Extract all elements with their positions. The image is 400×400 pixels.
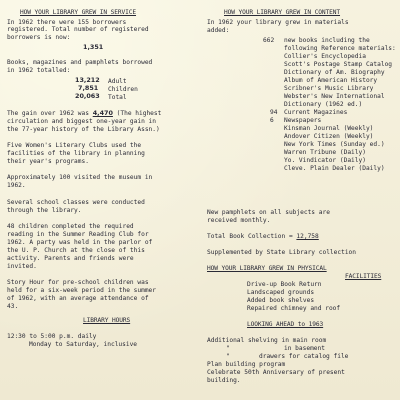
material-item: Warren Tribune (Daily) bbox=[284, 149, 366, 156]
material-item: Webster's New International bbox=[284, 93, 385, 100]
museum-line: Approximately 100 visited the museum in bbox=[7, 174, 153, 181]
material-item: following Reference materials: bbox=[284, 45, 396, 52]
story-line: of 1962, with an average attendance of bbox=[7, 295, 149, 302]
hours-heading: LIBRARY HOURS bbox=[83, 317, 131, 324]
hours-line: Monday to Saturday, inclusive bbox=[29, 341, 138, 348]
borrowed-value: 20,063 bbox=[75, 92, 100, 100]
physical-item: Added book shelves bbox=[247, 297, 315, 304]
clubs-line: Five Women's Literary Clubs used the bbox=[7, 142, 142, 149]
summer-line: activity. Parents and friends were bbox=[7, 255, 134, 262]
hours-line: 12:30 to 5:00 p.m. daily bbox=[7, 333, 97, 340]
summer-line: invited. bbox=[7, 263, 37, 270]
material-item: Dictionary (1962 ed.) bbox=[284, 101, 363, 108]
material-count: 94 bbox=[270, 109, 278, 116]
gain-line: the 77-year history of the Library Assn.) bbox=[7, 126, 160, 133]
physical-heading: FACILITIES bbox=[345, 273, 382, 280]
physical-heading: HOW YOUR LIBRARY GREW IN PHYSICAL bbox=[207, 265, 327, 272]
borrowers-line: borrowers is now: bbox=[7, 34, 71, 41]
gain-value: 4,470 bbox=[92, 109, 113, 117]
material-item: Current Magazines bbox=[284, 109, 348, 116]
material-item: Kinsman Journal (Weekly) bbox=[284, 125, 374, 132]
material-item: Album of American History bbox=[284, 77, 378, 84]
borrowed-label: Total bbox=[108, 94, 127, 101]
story-line: 43. bbox=[7, 303, 19, 310]
summer-line: the U. P. Church at the close of this bbox=[7, 247, 145, 254]
ahead-line: Celebrate 50th Anniversary of present bbox=[207, 369, 345, 376]
material-item: Cleve. Plain Dealer (Daily) bbox=[284, 165, 385, 172]
borrowed-value: 13,212 bbox=[75, 76, 100, 84]
summer-line: reading in the Summer Reading Club for bbox=[7, 231, 149, 238]
borrowed-value: 7,851 bbox=[78, 84, 99, 92]
collection-value: 12,758 bbox=[296, 233, 319, 240]
ahead-line: Plan building program bbox=[207, 361, 286, 368]
gain-suffix: (The highest bbox=[112, 110, 162, 117]
pamphlets-line: received monthly. bbox=[207, 217, 271, 224]
borrowers-line: In 1962 there were 155 borrowers bbox=[7, 19, 127, 26]
story-line: Story Hour for pre-school children was bbox=[7, 279, 149, 286]
ahead-ditto: " bbox=[226, 353, 230, 360]
physical-item: Landscaped grounds bbox=[247, 289, 315, 296]
intro-line: added: bbox=[207, 27, 230, 34]
material-count: 6 bbox=[270, 117, 274, 124]
collection-line bbox=[207, 233, 319, 240]
physical-item: Drive-up Book Return bbox=[247, 281, 322, 288]
clubs-line: facilities of the library in planning bbox=[7, 150, 145, 157]
museum-line: 1962. bbox=[7, 182, 26, 189]
gain-line: circulation and biggest one-year gain in bbox=[7, 118, 157, 125]
service-heading: HOW YOUR LIBRARY GREW IN SERVICE bbox=[20, 9, 137, 16]
borrowers-total: 1,351 bbox=[83, 43, 104, 51]
summer-line: 48 children completed the required bbox=[7, 223, 134, 230]
material-item: New York Times (Sunday ed.) bbox=[284, 141, 385, 148]
classes-line: Several school classes were conducted bbox=[7, 199, 145, 206]
gain-line bbox=[7, 110, 161, 117]
collection-prefix: Total Book Collection = bbox=[207, 233, 297, 240]
material-item: Andover Citizen (Weekly) bbox=[284, 133, 374, 140]
borrowers-line: registered. Total number of registered bbox=[7, 26, 149, 33]
borrowed-line: Books, magazines and pamphlets borrowed bbox=[7, 59, 153, 66]
borrowed-line: in 1962 totalled: bbox=[7, 67, 71, 74]
gain-prefix: The gain over 1962 was bbox=[7, 110, 89, 117]
clubs-line: their year's programs. bbox=[7, 158, 89, 165]
material-item: Scribner's Music Library bbox=[284, 85, 374, 92]
material-item: new books including the bbox=[284, 37, 370, 44]
material-item: Collier's Encyclopedia bbox=[284, 53, 366, 60]
ahead-line: Additional shelving in main room bbox=[207, 337, 327, 344]
supplemented-line: Supplemented by State Library collection bbox=[207, 249, 357, 256]
ahead-ditto: " bbox=[226, 345, 230, 352]
material-item: Newspapers bbox=[284, 117, 322, 124]
material-item: Dictionary of Am. Biography bbox=[284, 69, 385, 76]
pamphlets-line: New pamphlets on all subjects are bbox=[207, 209, 330, 216]
ahead-heading: LOOKING AHEAD to 1963 bbox=[247, 321, 324, 328]
material-item: Scott's Postage Stamp Catalog bbox=[284, 61, 393, 68]
ahead-line: drawers for catalog file bbox=[259, 353, 349, 360]
physical-item: Repaired chimney and roof bbox=[247, 305, 341, 312]
content-heading: HOW YOUR LIBRARY GREW IN CONTENT bbox=[224, 9, 341, 16]
intro-line: In 1962 your library grew in materials bbox=[207, 19, 349, 26]
material-count: 662 bbox=[263, 37, 275, 44]
ahead-line: building. bbox=[207, 377, 241, 384]
material-item: Yo. Vindicator (Daily) bbox=[284, 157, 366, 164]
borrowed-label: Children bbox=[108, 86, 138, 93]
borrowed-label: Adult bbox=[108, 78, 127, 85]
ahead-line: in basement bbox=[284, 345, 325, 352]
story-line: held for a six-week period in the summer bbox=[7, 287, 157, 294]
summer-line: 1962. A party was held in the parlor of bbox=[7, 239, 153, 246]
classes-line: through the library. bbox=[7, 207, 82, 214]
